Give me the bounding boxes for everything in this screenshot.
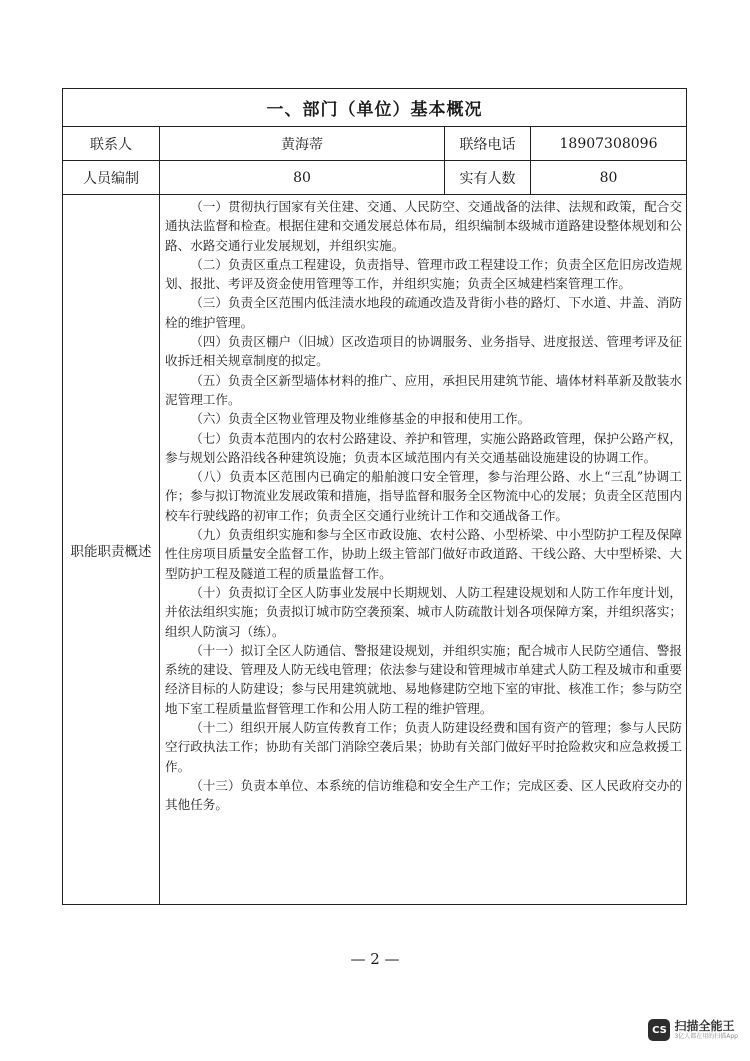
duty-item: （一）贯彻执行国家有关住建、交通、人民防空、交通战备的法律、法规和政策，配合交通执法监督和检查。根据住建和交通发展总体布局，组织编制本级城市道路建设整体规划和公路、水路交通行业发展规划，并组织实施。 <box>165 199 682 253</box>
duty-item: （九）负责组织实施和参与全区市政设施、农村公路、小型桥梁、中小型防护工程及保障性住房项目质量安全监督工作，协助上级主管部门做好市政道路、干线公路、大中型桥梁、大型防护工程及隧道工程的质量监督工作。 <box>165 527 682 581</box>
staff-row <box>63 161 686 195</box>
duty-item: （八）负责本区范围内已确定的船舶渡口安全管理，参与治理公路、水上“三乱”协调工作；参与拟订物流业发展政策和措施，指导监督和服务全区物流中心的发展；负责全区范围内校车行驶线路的初审工作；负责全区交通行业统计工作和交通战备工作。 <box>165 469 682 523</box>
duty-item: （五）负责全区新型墙体材料的推广、应用，承担民用建筑节能、墙体材料革新及散装水泥管理工作。 <box>165 372 682 407</box>
contact-row <box>63 127 686 161</box>
table-title-row <box>63 89 686 127</box>
watermark-subtitle: 3亿人都在用的扫描App <box>674 1033 738 1040</box>
duties-row <box>63 195 686 904</box>
camscanner-logo-icon: CS <box>648 1019 670 1041</box>
phone-label: 联络电话 <box>445 127 531 160</box>
duties-content <box>160 195 686 904</box>
duty-item: （七）负责本范围内的农村公路建设、养护和管理，实施公路路政管理，保护公路产权，参与规划公路沿线各种建筑设施；负责本区域范围内有关交通基础设施建设的协调工作。 <box>165 430 682 465</box>
duty-item: （十）负责拟订全区人防事业发展中长期规划、人防工程建设规划和人防工作年度计划，并依法组织实施；负责拟订城市防空袭预案、城市人防疏散计划各项保障方案，并组织落实；组织人防演习（练）。 <box>165 584 682 639</box>
staff-quota-value: 80 <box>160 161 445 194</box>
watermark-text <box>674 1019 738 1041</box>
duty-item: （十二）组织开展人防宣传教育工作；负责人防建设经费和国有资产的管理；参与人民防空行政执法工作；协助有关部门消除空袭后果；协助有关部门做好平时抢险救灾和应急救援工作。 <box>165 720 682 774</box>
duty-item: （二）负责区重点工程建设，负责指导、管理市政工程建设工作；负责全区危旧房改造规划、报批、考评及资金使用管理等工作，并组织实施；负责全区城建档案管理工作。 <box>165 256 682 292</box>
page-number: — 2 — <box>350 950 400 968</box>
contact-name: 黄海蒂 <box>160 127 445 160</box>
staff-actual-label: 实有人数 <box>445 161 531 194</box>
duty-item: （三）负责全区范围内低洼渍水地段的疏通改造及背街小巷的路灯、下水道、井盖、消防栓的维护管理。 <box>165 295 682 330</box>
staff-actual-value: 80 <box>599 169 618 186</box>
duties-label: 职能职责概述 <box>63 195 160 904</box>
contact-label: 联系人 <box>63 127 160 160</box>
staff-quota-label: 人员编制 <box>63 161 160 194</box>
duty-item: （六）负责全区物业管理及物业维修基金的申报和使用工作。 <box>190 411 531 427</box>
duty-item: （十三）负责本单位、本系统的信访维稳和安全生产工作；完成区委、区人民政府交办的其他任务。 <box>165 777 682 813</box>
scanner-watermark <box>648 1019 738 1041</box>
section-title: 一、部门（单位）基本概况 <box>266 100 483 120</box>
phone-value: 18907308096 <box>559 135 658 152</box>
watermark-title: 扫描全能王 <box>674 1019 735 1033</box>
duty-item: （十一）拟订全区人防通信、警报建设规划，并组织实施；配合城市人民防空通信、警报系统的建设、管理及人防无线电管理；依法参与建设和管理城市单建式人防工程及城市和重要经济目标的人防建设；参与民用建筑就地、易地修建防空地下室的审批、核准工作；参与防空地下室工程质量监督管理工作和公用人防工程的维护管理。 <box>165 642 682 716</box>
duty-item: （四）负责区棚户（旧城）区改造项目的协调服务、业务指导、进度报送、管理考评及征收拆迁相关规章制度的拟定。 <box>165 334 682 369</box>
basic-info-table <box>62 88 687 905</box>
